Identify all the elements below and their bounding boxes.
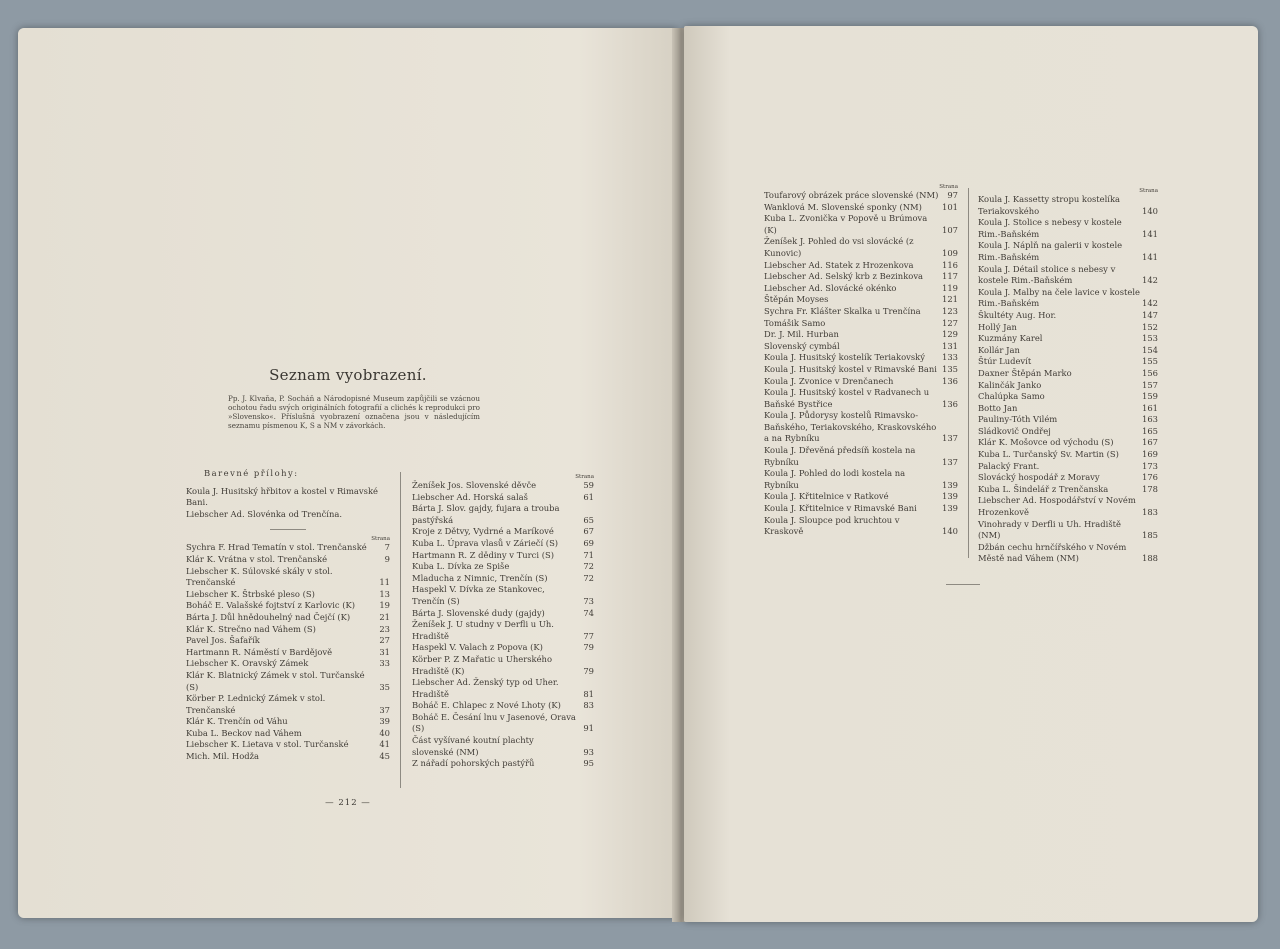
list-item <box>186 635 390 647</box>
list-item <box>412 654 594 677</box>
list-item-title: Slovácký hospodář z Moravy <box>978 472 1100 483</box>
list-item <box>764 306 958 318</box>
list-item <box>764 491 958 503</box>
list-item-page: 152 <box>1142 321 1158 332</box>
list-item <box>412 550 594 562</box>
list-item-title: Hartmann R. Náměstí v Bardějově <box>186 646 333 657</box>
list-item <box>978 310 1158 322</box>
list-item-title: Sychra F. Hrad Tematín v stol. Trenčanské <box>186 542 367 553</box>
list-item <box>186 751 390 763</box>
list-item-title: Kuzmány Karel <box>978 333 1043 344</box>
list-item-title: Daxner Štěpán Marko <box>978 367 1072 378</box>
list-item-page: 136 <box>942 375 958 386</box>
column-divider <box>400 472 401 788</box>
list-item-title: Tomášik Samo <box>764 317 826 328</box>
list-item <box>412 492 594 504</box>
list-item-page: 71 <box>583 549 594 560</box>
list-item <box>978 403 1158 415</box>
list-item-page: 141 <box>1142 251 1158 262</box>
page-title: Seznam vyobrazení. <box>269 366 427 384</box>
list-item <box>764 213 958 236</box>
list-item-page: 37 <box>379 704 390 715</box>
list-item-page: 117 <box>942 271 958 282</box>
list-item-title: Liebscher K. Lietava v stol. Turčanské <box>186 739 349 750</box>
list-item-page: 61 <box>583 491 594 502</box>
list-item <box>978 356 1158 368</box>
list-item-title: Vinohrady v Derfli u Uh. Hradiště (NM) <box>978 518 1121 541</box>
list-item-page: 169 <box>1142 449 1158 460</box>
list-item-title: Koula J. Kassetty stropu kostelíka Teriakovského <box>978 194 1121 216</box>
list-item-title: Štúr Ludevít <box>978 356 1032 367</box>
list-item <box>186 693 390 716</box>
list-item <box>978 345 1158 357</box>
list-item-page: 135 <box>942 363 958 374</box>
list-item-title: Pauliny-Tóth Vilém <box>978 414 1058 425</box>
list-item <box>978 368 1158 380</box>
list-item-title: Džbán cechu hrnčířského v Novém Městě nad Váhem (NM) <box>978 541 1127 564</box>
list-item-title: Koula J. Malby na čele lavice v kostele Rim.-Baňském <box>978 286 1140 309</box>
list-item <box>978 240 1158 263</box>
list-item-title: Koula J. Husitský kostel v Rimavské Bani <box>764 363 937 374</box>
list-item <box>978 426 1158 438</box>
list-item-title: Liebscher K. Súlovské skály v stol. Trenčanské <box>186 565 333 588</box>
list-item <box>412 758 594 770</box>
list-item-title: Škultéty Aug. Hor. <box>978 309 1057 320</box>
list-item-title: Mich. Mil. Hodža <box>186 751 260 762</box>
page-number: — 212 — <box>325 798 371 808</box>
list-left-col1 <box>186 542 390 762</box>
list-item <box>978 322 1158 334</box>
right-column-2 <box>978 188 1158 565</box>
list-item-title: Boháč E. Valašské fojtství z Karlovic (K) <box>186 600 356 611</box>
list-item-page: 101 <box>942 201 958 212</box>
list-item-title: Koula J. Zvonice v Drenčanech <box>764 375 894 386</box>
list-item <box>764 190 958 202</box>
list-item <box>978 264 1158 287</box>
list-item <box>764 468 958 491</box>
list-item-page: 116 <box>942 259 958 270</box>
list-item <box>978 495 1158 518</box>
list-item-title: Koula J. Husitský kostel v Radvanech u Baňské Bystřice <box>764 387 930 409</box>
list-item-page: 140 <box>1142 205 1158 216</box>
list-item-title: Koula J. Stolice s nebesy v kostele Rim.-Baňském <box>978 217 1122 239</box>
list-item-title: Körber P. Lednický Zámek v stol. Trenčanské <box>186 693 326 715</box>
list-item <box>412 573 594 585</box>
list-item <box>764 329 958 341</box>
list-item-page: 67 <box>583 526 594 537</box>
list-item-page: 167 <box>1142 437 1158 448</box>
list-item-page: 178 <box>1142 483 1158 494</box>
list-item-title: Klár K. Vrátna v stol. Trenčanské <box>186 553 328 564</box>
strana-label: Strana <box>371 536 390 543</box>
right-page <box>684 26 1258 922</box>
list-item-page: 59 <box>583 480 594 490</box>
list-item <box>764 341 958 353</box>
list-item <box>186 670 390 693</box>
list-item <box>978 380 1158 392</box>
list-item-title: Koula J. Křtitelnice v Ratkové <box>764 491 889 502</box>
list-item-title: Liebscher Ad. Ženský typ od Uher. Hradiště <box>412 677 559 699</box>
list-item-title: Kuba L. Dívka ze Spiše <box>412 561 510 572</box>
list-item-page: 65 <box>583 514 594 525</box>
list-item-page: 137 <box>942 456 958 467</box>
list-item <box>764 364 958 376</box>
list-item-page: 73 <box>583 595 594 606</box>
list-item-page: 7 <box>384 542 390 553</box>
list-item-title: Liebscher Ad. Slovénka od Trenčína. <box>186 508 342 519</box>
list-item <box>412 503 594 526</box>
list-item-page: 35 <box>379 681 390 692</box>
list-item <box>412 608 594 620</box>
list-item-page: 165 <box>1142 425 1158 436</box>
list-item-page: 123 <box>942 305 958 316</box>
divider <box>270 529 306 530</box>
list-item <box>764 202 958 214</box>
list-item-page: 183 <box>1142 507 1158 518</box>
list-item <box>978 542 1158 565</box>
list-item-title: Liebscher Ad. Hospodářství v Novém Hrozenkově <box>978 495 1136 518</box>
list-left-col2 <box>412 480 594 770</box>
list-item-page: 39 <box>379 716 390 727</box>
list-item <box>764 271 958 283</box>
list-item-page: 139 <box>942 503 958 514</box>
list-item <box>186 509 390 521</box>
list-item <box>186 728 390 740</box>
list-item <box>186 716 390 728</box>
list-item <box>978 484 1158 496</box>
list-item-title: Kroje z Dětvy, Vydrné a Maríkové <box>412 526 554 537</box>
list-item-title: Štěpán Moyses <box>764 294 829 305</box>
list-item-page: 79 <box>583 642 594 653</box>
list-item-title: Bárta J. Slovenské dudy (gajdy) <box>412 607 545 618</box>
list-item-title: Boháč E. Chlapec z Nové Lhoty (K) <box>412 700 561 711</box>
list-item-page: 19 <box>379 600 390 611</box>
list-item-page: 45 <box>379 751 390 762</box>
list-item <box>978 333 1158 345</box>
list-item <box>978 391 1158 403</box>
list-item-page: 147 <box>1142 309 1158 320</box>
list-item <box>186 566 390 589</box>
list-item <box>186 658 390 670</box>
list-item-title: Klár K. Mošovce od východu (S) <box>978 437 1114 448</box>
list-item-title: Koula J. Dřevěná předsíň kostela na Rybníku <box>764 445 916 467</box>
list-item <box>764 503 958 515</box>
list-item-title: Kollár Jan <box>978 344 1020 355</box>
list-item <box>978 437 1158 449</box>
list-item <box>978 287 1158 310</box>
list-item-page: 74 <box>583 607 594 618</box>
list-item-title: Sládkovič Ondřej <box>978 425 1051 436</box>
list-item-page: 188 <box>1142 553 1158 564</box>
list-item-title: Hartmann R. Z dědiny v Turci (S) <box>412 549 554 560</box>
list-item-page: 81 <box>583 688 594 699</box>
list-item-title: Kuba L. Šindelář z Trenčanska <box>978 483 1109 494</box>
list-item <box>764 387 958 410</box>
list-item-page: 129 <box>942 329 958 340</box>
list-item-page: 127 <box>942 317 958 328</box>
list-item-title: Mladucha z Nimnic, Trenčín (S) <box>412 572 548 583</box>
list-item <box>978 519 1158 542</box>
left-page <box>18 28 678 918</box>
list-item-title: Bárta J. Slov. gajdy, fujara a trouba pastýřská <box>412 503 560 525</box>
list-item-page: 69 <box>583 537 594 548</box>
list-item-page: 176 <box>1142 472 1158 483</box>
list-item <box>412 619 594 642</box>
list-item-title: Koula J. Husitský kostelík Teriakovský <box>764 352 925 363</box>
list-item <box>412 526 594 538</box>
list-item <box>412 712 594 735</box>
strana-label: Strana <box>575 474 594 480</box>
list-item-page: 185 <box>1142 530 1158 541</box>
list-item <box>186 612 390 624</box>
list-item-page: 137 <box>942 433 958 444</box>
strana-label: Strana <box>1139 188 1158 194</box>
list-item-page: 155 <box>1142 356 1158 367</box>
list-item <box>186 739 390 751</box>
list-item-page: 21 <box>379 611 390 622</box>
column-divider <box>968 188 969 558</box>
list-item <box>764 410 958 445</box>
list-item <box>186 600 390 612</box>
list-item-page: 41 <box>379 739 390 750</box>
list-item <box>412 584 594 607</box>
list-item-page: 11 <box>379 577 390 588</box>
color-plates-heading: Barevné přílohy: <box>204 468 299 478</box>
list-item-title: Koula J. Křtitelnice v Rimavské Bani <box>764 503 917 514</box>
list-item <box>978 472 1158 484</box>
list-item <box>186 554 390 566</box>
list-item <box>412 561 594 573</box>
color-plates-list <box>186 486 390 521</box>
list-item <box>186 542 390 554</box>
list-item-page: 131 <box>942 340 958 351</box>
list-item-title: Koula J. Půdorysy kostelů Rimavsko-Baňského, Teriakovského, Kraskovského a na Rybníku <box>764 410 937 444</box>
list-item-page: 173 <box>1142 460 1158 471</box>
list-item-title: Ženíšek J. U studny v Derfli u Uh. Hradiště <box>412 619 554 641</box>
right-column-1 <box>764 184 958 538</box>
list-item-page: 156 <box>1142 367 1158 378</box>
list-item-title: Liebscher K. Štrbské pleso (S) <box>186 588 315 599</box>
list-item <box>412 735 594 758</box>
list-item-page: 107 <box>942 224 958 235</box>
list-item-title: Koula J. Sloupce pod kruchtou v Kraskově <box>764 514 900 537</box>
list-item <box>764 515 958 538</box>
list-item-page: 141 <box>1142 228 1158 239</box>
list-item <box>412 677 594 700</box>
list-item-page: 153 <box>1142 333 1158 344</box>
list-item-page: 83 <box>583 700 594 711</box>
list-item-title: Haspekl V. Dívka ze Stankovec, Trenčín (S) <box>412 584 545 606</box>
list-item <box>764 260 958 272</box>
list-item-page: 91 <box>583 723 594 734</box>
list-item-title: Boháč E. Česání lnu v Jasenové, Orava (S) <box>412 711 576 734</box>
list-item-title: Koula J. Pohled do lodi kostela na Rybníku <box>764 468 906 490</box>
list-item-page: 109 <box>942 247 958 258</box>
list-item <box>978 461 1158 473</box>
list-item-title: Körber P. Z Mařatic u Uherského Hradiště (K) <box>412 653 552 676</box>
list-item-page: 79 <box>583 665 594 676</box>
list-item-page: 157 <box>1142 379 1158 390</box>
list-item-page: 72 <box>583 561 594 572</box>
list-item-title: Dr. J. Mil. Hurban <box>764 329 839 340</box>
list-item-title: Wanklová M. Slovenské sponky (NM) <box>764 201 922 212</box>
list-item-page: 121 <box>942 294 958 305</box>
list-item-title: Liebscher K. Oravský Zámek <box>186 658 309 669</box>
list-item-title: Hollý Jan <box>978 321 1017 332</box>
list-item-title: Slovenský cymbál <box>764 340 840 351</box>
list-item <box>186 486 390 509</box>
list-item-page: 31 <box>379 646 390 657</box>
list-item <box>764 376 958 388</box>
intro-paragraph: Pp. J. Klvaňa, P. Socháň a Národopisné Museum zapůjčili se vzácnou ochotou řadu svých originálních fotografií a clichés k reprodukci pro »Slovensko«. Příslušná vyobrazení označena jsou v následujícím seznamu písmenou K, S a NM v závorkách. <box>228 394 480 430</box>
list-item-page: 33 <box>379 658 390 669</box>
list-item-title: Chalúpka Samo <box>978 391 1045 402</box>
list-item-title: Z nářadí pohorských pastýřů <box>412 758 535 769</box>
list-item <box>978 414 1158 426</box>
left-column-1 <box>186 468 390 763</box>
list-item <box>764 236 958 259</box>
list-item <box>412 642 594 654</box>
list-item-page: 136 <box>942 398 958 409</box>
list-item <box>186 589 390 601</box>
list-item <box>412 700 594 712</box>
list-item-page: 142 <box>1142 275 1158 286</box>
list-item-title: Sychra Fr. Klášter Skalka u Trenčína <box>764 305 921 316</box>
list-item <box>978 449 1158 461</box>
list-item-title: Koula J. Náplň na galerii v kostele Rim.-Baňském <box>978 240 1123 262</box>
list-item-title: Liebscher Ad. Slovácké okénko <box>764 282 897 293</box>
list-item-page: 77 <box>583 630 594 641</box>
list-item-title: Pavel Jos. Šafařík <box>186 635 260 646</box>
list-item <box>186 624 390 636</box>
list-item-page: 27 <box>379 635 390 646</box>
list-item-page: 159 <box>1142 391 1158 402</box>
list-right-col2 <box>978 194 1158 565</box>
list-item <box>186 647 390 659</box>
list-item-title: Liebscher Ad. Horská salaš <box>412 491 528 502</box>
list-item-title: Část vyšívané koutní plachty slovenské (NM) <box>412 735 534 757</box>
list-item-title: Koula J. Husitský hřbitov a kostel v Rimavské Bani. <box>186 485 378 508</box>
list-item-page: 140 <box>942 526 958 537</box>
list-item-page: 93 <box>583 746 594 757</box>
list-item <box>978 194 1158 217</box>
list-item <box>764 352 958 364</box>
list-item-page: 139 <box>942 491 958 502</box>
list-item-page: 119 <box>942 282 958 293</box>
list-item-page: 142 <box>1142 298 1158 309</box>
list-item-page: 97 <box>947 190 958 200</box>
list-item-title: Kuba L. Úprava vlasů v Záriečí (S) <box>412 537 559 548</box>
end-rule <box>946 584 980 585</box>
list-item-page: 139 <box>942 479 958 490</box>
list-item-title: Ženíšek J. Pohled do vsi slovácké (z Kunovic) <box>764 236 914 258</box>
list-item-page: 154 <box>1142 344 1158 355</box>
list-item-title: Klár K. Strečno nad Váhem (S) <box>186 623 316 634</box>
left-column-2 <box>412 474 594 770</box>
list-right-col1 <box>764 190 958 538</box>
list-item-title: Liebscher Ad. Selský krb z Bezinkova <box>764 271 924 282</box>
list-item <box>764 318 958 330</box>
list-item-title: Liebscher Ad. Statek z Hrozenkova <box>764 259 914 270</box>
list-item-title: Kuba L. Beckov nad Váhem <box>186 727 302 738</box>
list-item <box>764 294 958 306</box>
list-item <box>412 538 594 550</box>
list-item <box>764 283 958 295</box>
list-item-page: 13 <box>379 588 390 599</box>
list-item-title: Botto Jan <box>978 402 1018 413</box>
list-item-title: Klár K. Blatnický Zámek v stol. Turčanské (S) <box>186 669 365 692</box>
list-item-title: Bárta J. Důl hnědouhelný nad Čejčí (K) <box>186 611 351 622</box>
list-item-title: Ženíšek Jos. Slovenské děvče <box>412 480 537 490</box>
list-item-page: 161 <box>1142 402 1158 413</box>
list-item-title: Palacký Frant. <box>978 460 1040 471</box>
list-item-page: 9 <box>384 553 390 564</box>
list-item-page: 163 <box>1142 414 1158 425</box>
strana-label: Strana <box>939 184 958 190</box>
list-item-title: Kuba L. Turčanský Sv. Martin (S) <box>978 449 1119 460</box>
list-item-page: 95 <box>583 758 594 769</box>
list-item-page: 133 <box>942 352 958 363</box>
list-item-page: 72 <box>583 572 594 583</box>
list-item-page: 40 <box>379 727 390 738</box>
list-item <box>412 480 594 492</box>
list-item <box>764 445 958 468</box>
list-item-title: Kuba L. Zvonička v Popově u Brúmova (K) <box>764 213 928 235</box>
list-item-title: Koula J. Détail stolice s nebesy v kostele Rim.-Baňském <box>978 263 1116 286</box>
list-item-title: Toufarový obrázek práce slovenské (NM) <box>764 190 939 200</box>
list-item-title: Haspekl V. Valach z Popova (K) <box>412 642 543 653</box>
list-item <box>978 217 1158 240</box>
list-item-title: Kalinčák Janko <box>978 379 1042 390</box>
list-item-page: 23 <box>379 623 390 634</box>
list-item-title: Klár K. Trenčín od Váhu <box>186 716 288 727</box>
